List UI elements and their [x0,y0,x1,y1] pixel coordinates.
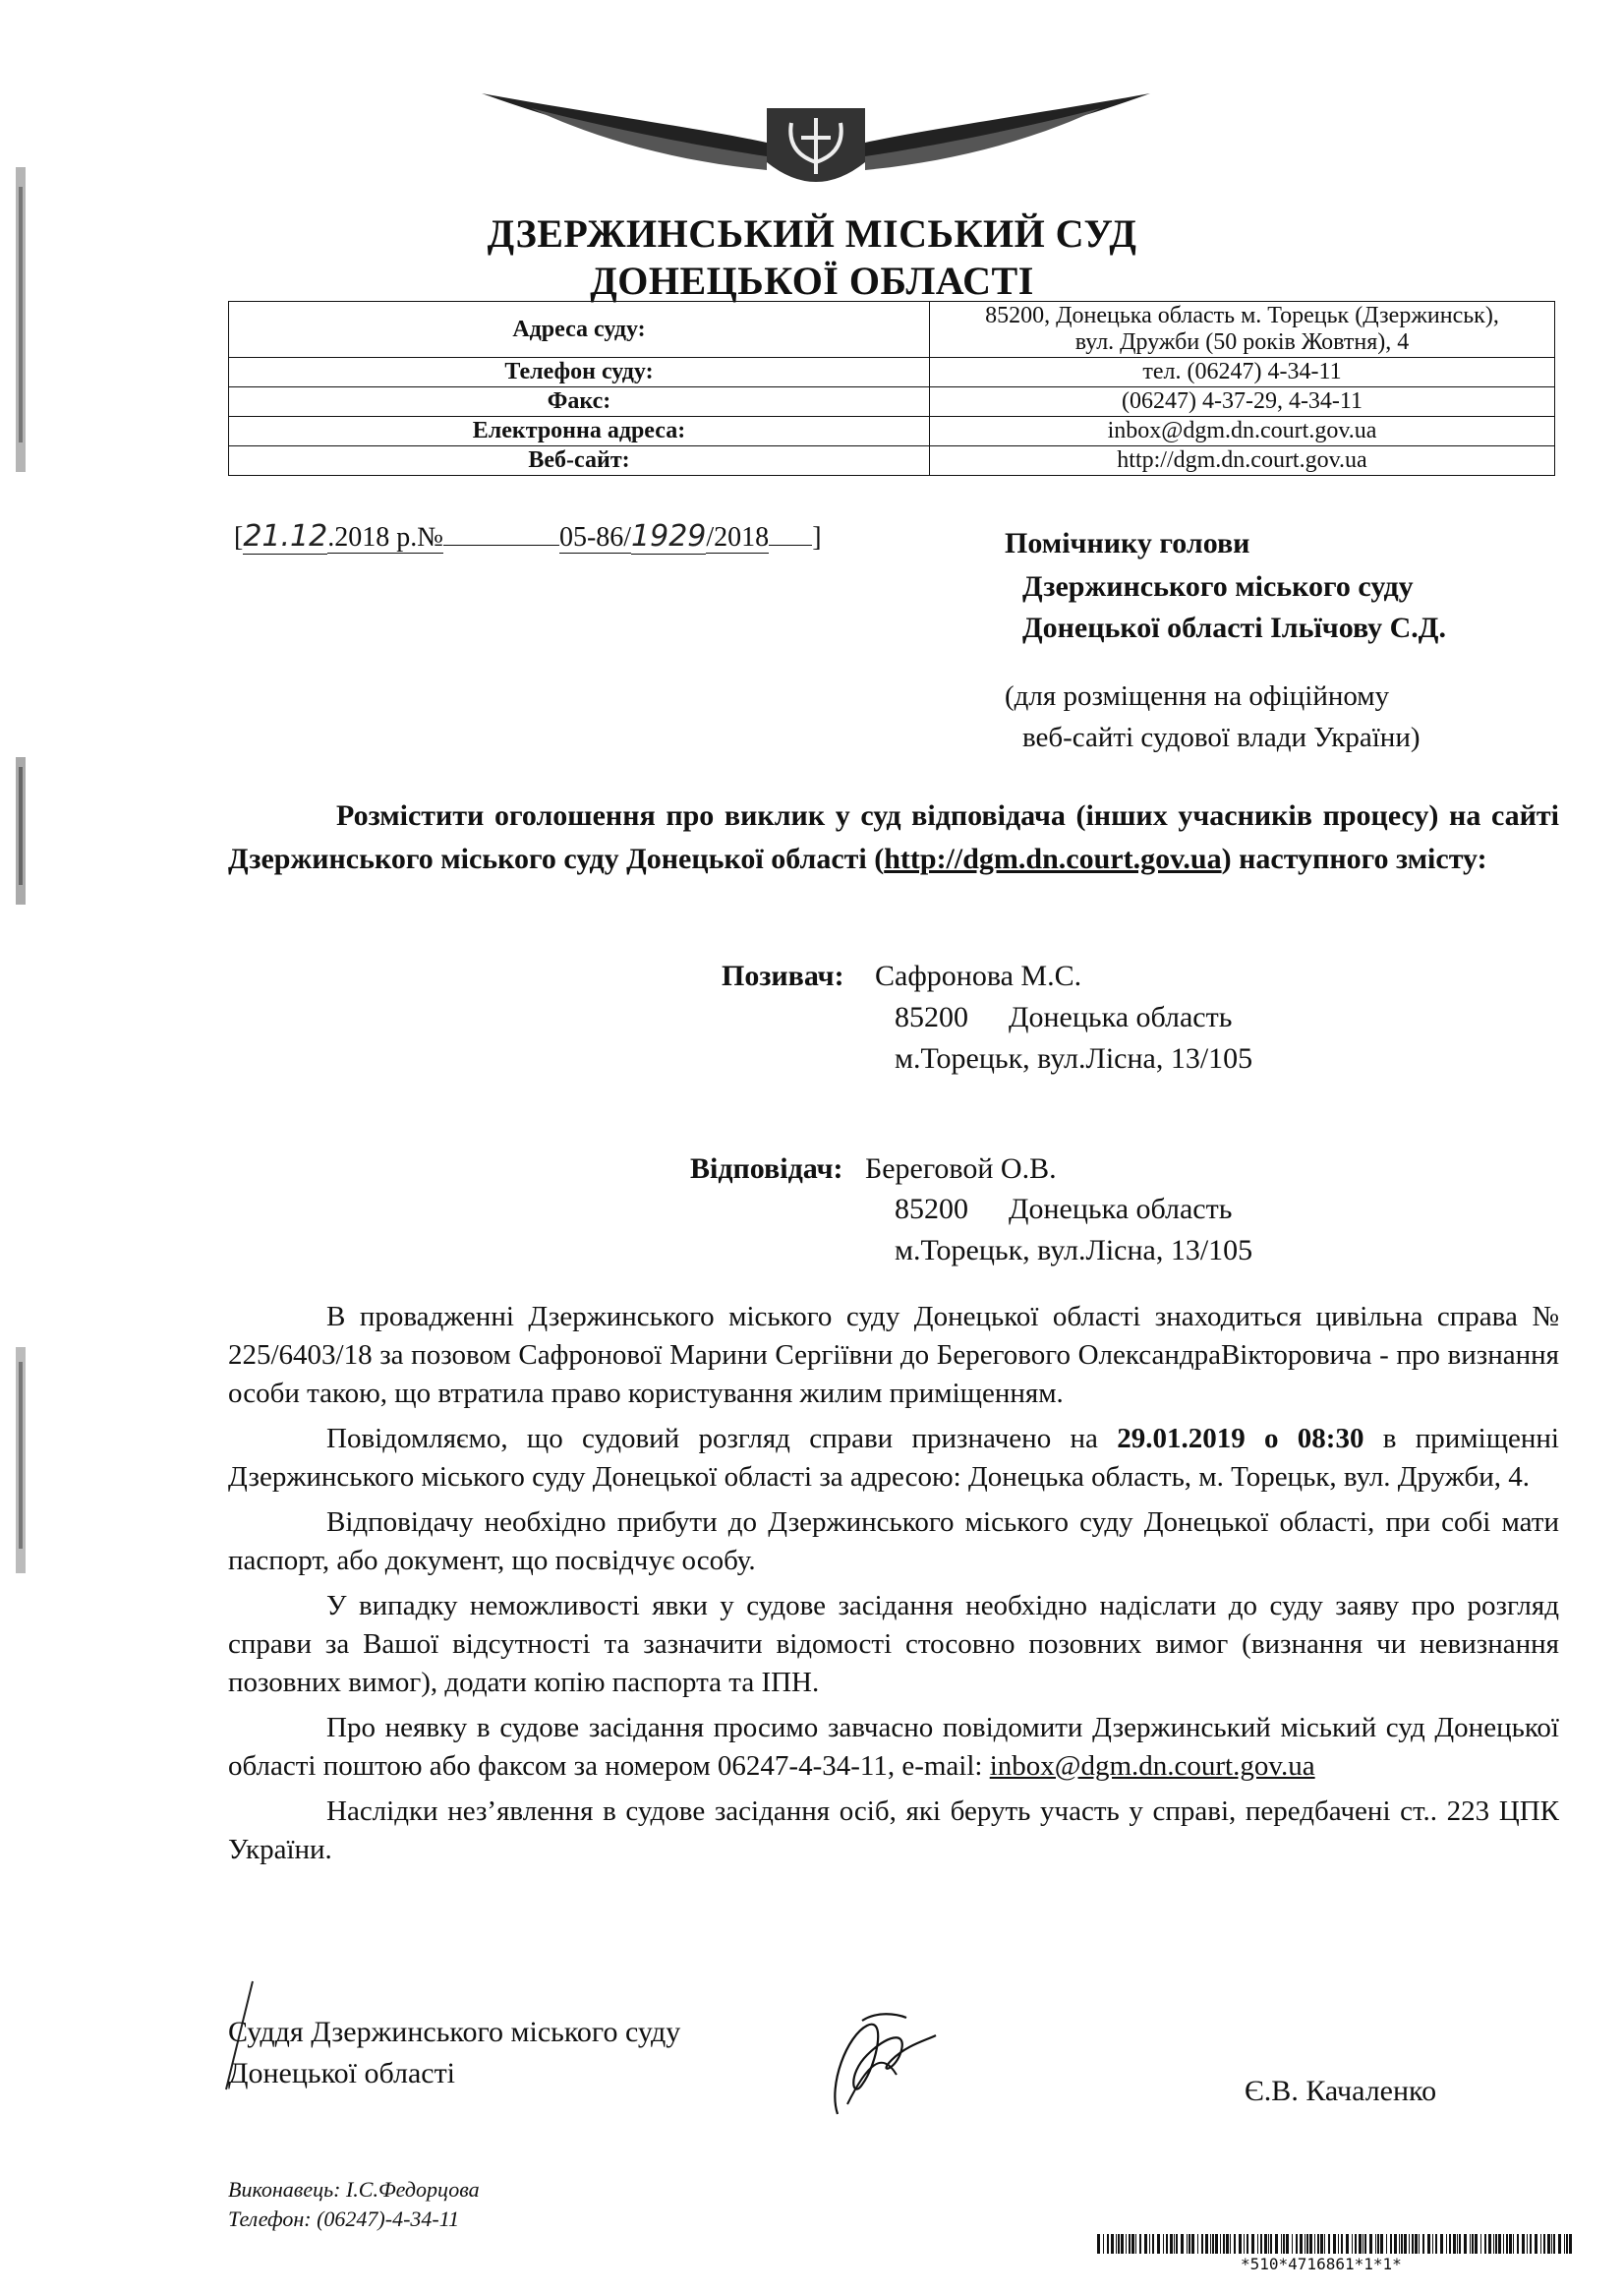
court-name-line2: ДОНЕЦЬКОЇ ОБЛАСТІ [590,259,1034,303]
paragraph-case: В провадженні Дзержинського міського суду Донецької області знаходиться цивільна справа № 225/6403/18 за позовом Сафронової Марини Сергіївни до Берегового ОлександраВікторовича - про визнання особи такою, що втратила право користування жилим приміщенням. [228,1301,1559,1409]
paragraph-notify [228,1709,1559,1786]
scan-edge-mark [14,1347,29,1573]
notify-text: Про неявку в судове засідання просимо завчасно повідомити Дзержинський міський суд Донецької області поштою або факсом за номером 06247-4-34-11, e-mail: [228,1712,1559,1782]
reg-number-prefix: 05-86/ [558,522,632,553]
announcement-text [228,794,1559,881]
defendant-address: м.Торецьк, вул.Лісна, 13/105 [895,1234,1253,1266]
hearing-text-before: Повідомляємо, що судовий розгляд справи призначено на [326,1423,1118,1454]
recipient-line1: Помічнику голови [1005,527,1250,559]
paragraph-consequences: Наслідки нез’явлення в судове засідання осіб, які беруть участь у справі, передбачені ст.. 223 ЦПК України. [228,1795,1559,1865]
judge-title-line2: Донецької області [228,2057,456,2089]
table-row [229,302,1555,358]
court-website-link[interactable]: http://dgm.dn.court.gov.ua [884,843,1222,875]
table-row [229,387,1555,417]
reg-date-rest: .2018 р.№ [327,522,443,553]
website-value: http://dgm.dn.court.gov.ua [930,446,1555,476]
announcement-before: Розмістити оголошення про виклик у суд відповідача (інших учасників процесу) на сайті Дзержинського міського суду Донецької області ( [228,799,1559,875]
website-label: Веб-сайт: [229,446,930,476]
paragraph-hearing [228,1420,1559,1497]
court-info-table [228,301,1555,476]
announcement-after: ) наступного змісту: [1221,843,1487,875]
phone-value: тел. (06247) 4-34-11 [930,358,1555,387]
defendant-name: Береговой О.В. [865,1152,1057,1185]
reg-close-bracket: ] [812,522,822,553]
plaintiff-postal-code: 85200 [895,1001,968,1033]
hearing-datetime: 29.01.2019 о 08:30 [1117,1423,1364,1454]
phone-label: Телефон суду: [229,358,930,387]
table-row [229,358,1555,387]
note-line2: веб-сайті судової влади України) [1022,722,1421,753]
defendant-postal-code: 85200 [895,1193,968,1225]
address-line2: вул. Дружби (50 років Жовтня), 4 [1074,329,1410,355]
reg-open-bracket: [ [234,522,244,553]
notice-body [228,1298,1559,1876]
reg-number-handwritten: 1929 [631,519,707,554]
plaintiff-label: Позивач: [722,960,844,992]
recipient-line3: Донецької області Ільїчову С.Д. [1022,612,1446,644]
scan-edge-mark [14,757,29,905]
barcode-icon [1097,2234,1577,2254]
plaintiff-address: м.Торецьк, вул.Лісна, 13/105 [895,1042,1253,1075]
table-row [229,417,1555,446]
fax-value: (06247) 4-37-29, 4-34-11 [930,387,1555,417]
address-line1: 85200, Донецька область м. Торецьк (Дзержинськ), [985,303,1499,328]
executor-name: Виконавець: І.С.Федорцова [228,2177,480,2202]
paragraph-attendance: Відповідачу необхідно прибути до Дзержинського міського суду Донецької області, при собі мати паспорт, або документ, що посвідчує особу. [228,1506,1559,1576]
court-email-link[interactable]: inbox@dgm.dn.court.gov.ua [989,1750,1315,1782]
email-value: inbox@dgm.dn.court.gov.ua [930,417,1555,446]
email-label: Електронна адреса: [229,417,930,446]
address-value [930,302,1555,358]
barcode-text: *510*4716861*1*1* [1241,2255,1402,2273]
address-label: Адреса суду: [229,302,930,358]
defendant-region: Донецька область [1009,1193,1233,1225]
executor-phone: Телефон: (06247)-4-34-11 [228,2206,460,2231]
fax-label: Факс: [229,387,930,417]
note-line1: (для розміщення на офіційному [1005,680,1390,712]
trident-emblem-icon [472,54,1160,202]
plaintiff-name: Сафронова М.С. [875,960,1082,992]
hearing-text-after: в приміщенні Дзержинського міського суду Донецької області за адресою: Донецька область, м. Торецьк, вул. Дружби, 4. [228,1423,1559,1493]
paragraph-absence: У випадку неможливості явки у судове засідання необхідно надіслати до суду заяву про розгляд справи за Вашої відсутності та зазначити відомості стосовно позовних вимог (визнання чи невизнання позовних вимог), додати копію паспорта та ІПН. [228,1590,1559,1698]
table-row [229,446,1555,476]
judge-title-line1: Суддя Дзержинського міського суду [228,2016,681,2048]
reg-number-suffix: /2018 [706,522,770,553]
registration-number [234,519,822,554]
plaintiff-region: Донецька область [1009,1001,1233,1033]
handwritten-signature-icon [808,2006,946,2124]
court-name-line1: ДЗЕРЖИНСЬКИЙ МІСЬКИЙ СУД [487,211,1137,256]
judge-name: Є.В. Качаленко [1245,2075,1437,2107]
recipient-line2: Дзержинського міського суду [1022,570,1414,603]
reg-date-handwritten: 21.12 [243,519,328,554]
defendant-label: Відповідач: [690,1152,843,1185]
